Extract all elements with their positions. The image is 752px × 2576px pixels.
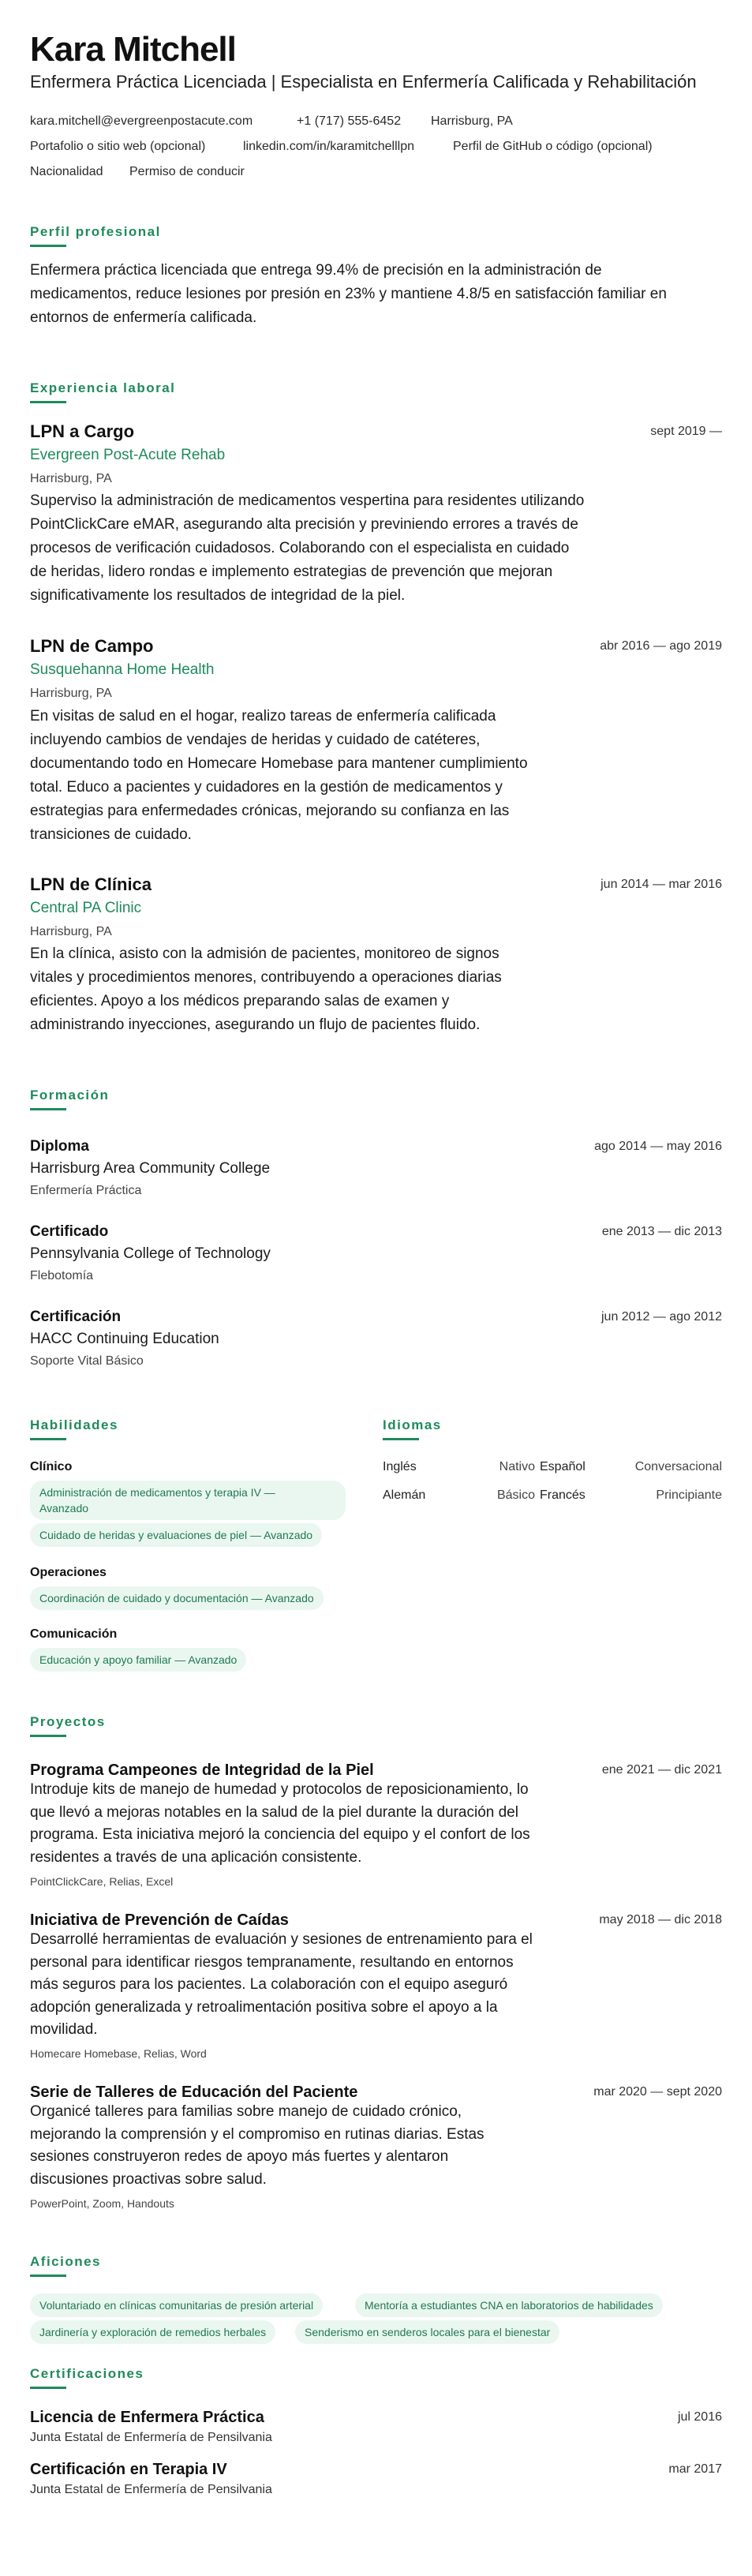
- language-name: Español: [540, 1460, 586, 1473]
- project-dates: ene 2021 — dic 2021: [601, 1763, 722, 1777]
- project-line: Introduje kits de manejo de humedad y protocolos de reposicionamiento, lo: [30, 1781, 529, 1798]
- section-title-hobbies: Aficiones: [30, 2254, 102, 2269]
- section-rule: [30, 1438, 66, 1440]
- section-title-experience: Experiencia laboral: [30, 380, 176, 395]
- contact-driving-license: Permiso de conducir: [129, 165, 245, 178]
- job-line: documentando todo en Homecare Homebase para mantener cumplimiento: [30, 755, 528, 772]
- job-line: estrategias para enfermedades crónicas, mejorando su confianza en las: [30, 803, 510, 819]
- skill-chip-line: Educación y apoyo familiar — Avanzado: [39, 1653, 238, 1666]
- project-line: personal para identificar riesgos tempranamente, resultando en entornos: [30, 1953, 514, 1971]
- contact-nationality: Nacionalidad: [30, 165, 103, 178]
- job-line: total. Educo a pacientes y cuidadores en la gestión de medicamentos y: [30, 779, 503, 796]
- job-location: Harrisburg, PA: [30, 472, 112, 485]
- project-dates: mar 2020 — sept 2020: [593, 2085, 722, 2099]
- language-level: Básico: [496, 1488, 535, 1502]
- language-level: Nativo: [499, 1460, 535, 1473]
- skill-chip-line: Avanzado: [39, 1502, 89, 1515]
- project-line: movilidad.: [30, 2021, 98, 2038]
- job-line: En la clínica, asisto con la admisión de pacientes, monitoreo de signos: [30, 945, 499, 962]
- language-name: Alemán: [383, 1488, 426, 1502]
- hobby-chip: Voluntariado en clínicas comunitarias de presión arterial: [30, 2293, 323, 2317]
- job-line: eficientes. Apoyo a los médicos preparando salas de examen y: [30, 993, 450, 1009]
- edu-dates: ene 2013 — dic 2013: [601, 1225, 722, 1238]
- candidate-name: Kara Mitchell: [30, 30, 236, 69]
- section-rule: [383, 1438, 419, 1440]
- project-line: discusiones proactivas sobre salud.: [30, 2170, 267, 2188]
- project-line: programa. Esta iniciativa mejoró la conciencia del equipo y el confort de los: [30, 1826, 530, 1843]
- contact-portfolio[interactable]: Portafolio o sitio web (opcional): [30, 140, 206, 153]
- hobby-chip: Senderismo en senderos locales para el bienestar: [295, 2320, 559, 2344]
- job-description: [30, 942, 502, 1037]
- resume: [30, 30, 722, 2496]
- section-title-languages: Idiomas: [383, 1417, 442, 1432]
- job-line: procesos de verificación cuidadosos. Colaborando con el especialista en cuidado: [30, 540, 570, 556]
- headline: Enfermera Práctica Licenciada | Especialista en Enfermería Calificada y Rehabilitación: [30, 72, 697, 92]
- job-dates: abr 2016 — ago 2019: [600, 639, 722, 653]
- edu-field: Flebotomía: [30, 1269, 94, 1282]
- job-description: [30, 489, 584, 608]
- project-dates: may 2018 — dic 2018: [599, 1913, 722, 1926]
- cert-name: Certificación en Terapia IV: [30, 2461, 227, 2478]
- job-title: LPN de Clínica: [30, 874, 152, 894]
- edu-degree: Diploma: [30, 1138, 89, 1155]
- cert-date: mar 2017: [668, 2462, 722, 2476]
- contact-github[interactable]: Perfil de GitHub o código (opcional): [453, 140, 653, 153]
- edu-field: Enfermería Práctica: [30, 1184, 142, 1197]
- skill-chip-line: Cuidado de heridas y evaluaciones de piel — Avanzado: [39, 1529, 313, 1541]
- job-line: Superviso la administración de medicamentos vespertina para residentes utilizando: [30, 492, 585, 509]
- section-rule: [30, 245, 66, 247]
- section-title-certifications: Certificaciones: [30, 2366, 144, 2381]
- project-title: Iniciativa de Prevención de Caídas: [30, 1911, 289, 1929]
- edu-dates: ago 2014 — may 2016: [594, 1140, 722, 1153]
- skill-chip: [30, 1523, 322, 1547]
- skill-chip: [30, 1481, 346, 1520]
- skill-chip: [30, 1586, 324, 1610]
- section-rule: [30, 2275, 66, 2277]
- section-title-education: Formación: [30, 1088, 110, 1103]
- section-rule: [30, 401, 66, 403]
- project-title: Programa Campeones de Integridad de la Piel: [30, 1762, 374, 1779]
- contact-phone[interactable]: +1 (717) 555-6452: [297, 114, 402, 128]
- project-line: residentes a través de una aplicación consistente.: [30, 1848, 362, 1866]
- project-description: [30, 1779, 530, 1869]
- language-level: Conversacional: [634, 1460, 722, 1473]
- job-line: PointClickCare eMAR, asegurando alta precisión y previniendo errores a través de: [30, 516, 578, 533]
- project-tech: PowerPoint, Zoom, Handouts: [30, 2197, 174, 2210]
- project-line: Desarrollé herramientas de evaluación y sesiones de entrenamiento para el: [30, 1931, 533, 1948]
- job-line: administrando inyecciones, asegurando un flujo de pacientes fluido.: [30, 1017, 481, 1033]
- project-tech: PointClickCare, Relias, Excel: [30, 1875, 174, 1888]
- cert-issuer: Junta Estatal de Enfermería de Pensilvania: [30, 2483, 272, 2496]
- contact-location: Harrisburg, PA: [431, 114, 513, 128]
- section-title-profile: Perfil profesional: [30, 224, 161, 239]
- job-description: [30, 705, 528, 847]
- edu-school: Pennsylvania College of Technology: [30, 1245, 271, 1262]
- job-title: LPN a Cargo: [30, 421, 135, 441]
- job-location: Harrisburg, PA: [30, 925, 112, 938]
- project-line: sesiones construyeron redes de apoyo más fuertes y alentaron: [30, 2148, 449, 2165]
- edu-dates: jun 2012 — ago 2012: [600, 1310, 722, 1324]
- skill-chip-line: Administración de medicamentos y terapia IV —: [39, 1486, 275, 1499]
- hobby-chip: Jardinería y exploración de remedios herbales: [30, 2320, 275, 2344]
- profile-line: medicamentos, reduce lesiones por presión en 23% y mantiene 4.8/5 en satisfacción familiar en: [30, 286, 667, 302]
- job-line: de heridas, lidero rondas e implemento estrategias de prevención que mejoran: [30, 564, 553, 580]
- job-line: En visitas de salud en el hogar, realizo tareas de enfermería calificada: [30, 708, 496, 724]
- cert-date: jul 2016: [677, 2410, 722, 2424]
- edu-degree: Certificado: [30, 1223, 109, 1240]
- project-tech: Homecare Homebase, Relias, Word: [30, 2047, 207, 2060]
- job-dates: jun 2014 — mar 2016: [600, 878, 722, 891]
- profile-summary: [30, 259, 667, 330]
- job-dates: sept 2019 —: [650, 425, 722, 438]
- language-level: Principiante: [656, 1488, 722, 1502]
- job-line: significativamente los resultados de integridad de la piel.: [30, 587, 406, 604]
- job-line: transiciones de cuidado.: [30, 826, 192, 843]
- project-line: adopción generalizada y retroalimentación positiva sobre el apoyo a la: [30, 1998, 498, 2016]
- skill-chip: [30, 1648, 246, 1672]
- skill-chip-line: Coordinación de cuidado y documentación — Avanzado: [39, 1592, 314, 1604]
- project-line: más seguros para los pacientes. La colaboración con el equipo aseguró: [30, 1976, 508, 1993]
- edu-degree: Certificación: [30, 1309, 122, 1325]
- section-rule: [30, 1108, 66, 1110]
- edu-school: Harrisburg Area Community College: [30, 1160, 271, 1177]
- skill-category: Clínico: [30, 1460, 73, 1473]
- edu-field: Soporte Vital Básico: [30, 1354, 144, 1368]
- hobby-chip: Mentoría a estudiantes CNA en laboratorios de habilidades: [355, 2293, 663, 2317]
- job-company: Central PA Clinic: [30, 900, 142, 916]
- project-line: que llevó a mejoras notables en la salud de la piel durante la duración del: [30, 1803, 518, 1821]
- cert-name: Licencia de Enfermera Práctica: [30, 2409, 264, 2426]
- profile-line: entornos de enfermería calificada.: [30, 309, 257, 326]
- language-name: Inglés: [383, 1460, 417, 1473]
- contact-email[interactable]: kara.mitchell@evergreenpostacute.com: [30, 114, 253, 128]
- skill-category: Operaciones: [30, 1566, 107, 1579]
- profile-line: Enfermera práctica licenciada que entrega 99.4% de precisión en la administración de: [30, 262, 602, 279]
- project-description: [30, 2101, 484, 2191]
- job-line: vitales y procedimientos menores, contribuyendo a operaciones diarias: [30, 969, 502, 986]
- project-line: Organicé talleres para familias sobre manejo de cuidado crónico,: [30, 2103, 462, 2120]
- language-name: Francés: [540, 1488, 586, 1502]
- project-title: Serie de Talleres de Educación del Paciente: [30, 2084, 358, 2101]
- edu-school: HACC Continuing Education: [30, 1331, 219, 1347]
- section-rule: [30, 1735, 66, 1737]
- job-location: Harrisburg, PA: [30, 687, 112, 700]
- job-company: Evergreen Post-Acute Rehab: [30, 447, 226, 463]
- job-company: Susquehanna Home Health: [30, 661, 215, 678]
- project-line: mejorando la comprensión y el compromiso en rutinas diarias. Estas: [30, 2125, 484, 2143]
- project-description: [30, 1929, 533, 2042]
- contact-linkedin[interactable]: linkedin.com/in/karamitchelllpn: [243, 140, 414, 153]
- skill-category: Comunicación: [30, 1627, 118, 1641]
- job-title: LPN de Campo: [30, 636, 154, 656]
- cert-issuer: Junta Estatal de Enfermería de Pensilvania: [30, 2431, 272, 2444]
- section-rule: [30, 2387, 66, 2389]
- section-title-projects: Proyectos: [30, 1714, 106, 1729]
- section-title-skills: Habilidades: [30, 1417, 118, 1432]
- job-line: incluyendo cambios de vendajes de heridas y cuidado de catéteres,: [30, 732, 481, 748]
